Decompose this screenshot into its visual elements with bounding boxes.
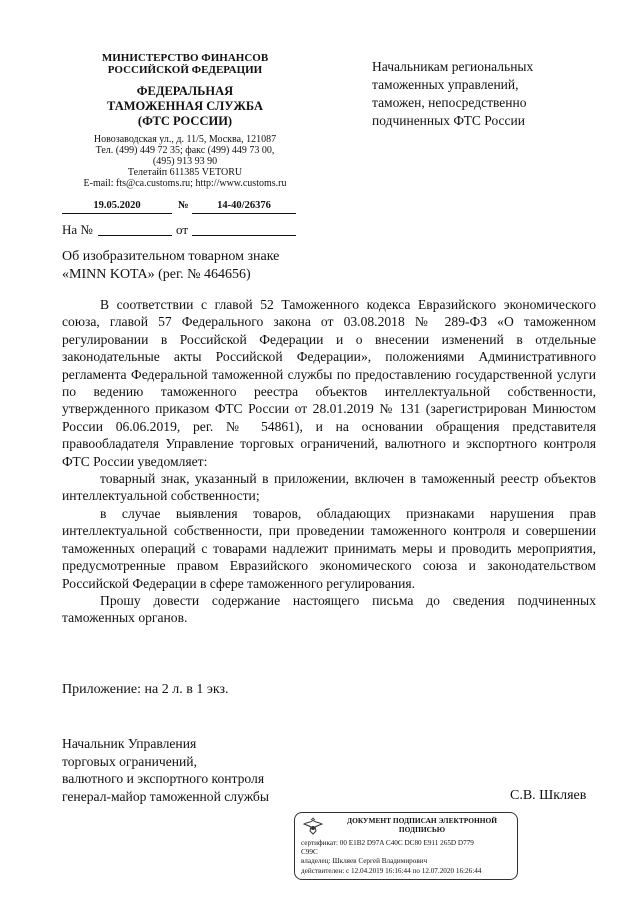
addressee-line-2: таможенных управлений, [372, 77, 519, 92]
body-paragraph-4: Прошу довести содержание настоящего письма до сведения подчиненных таможенных органов. [62, 592, 596, 626]
stamp-owner: владелец: Шкляев Сергей Владимирович [301, 857, 428, 865]
stamp-validity: действителен: с 12.04.2019 16:16:44 по 12.07.2020 16:26:44 [301, 867, 482, 875]
subject-line-2: «MINN KOTA» (рег. № 464656) [62, 267, 251, 282]
contact-phone-2: (495) 913 93 90 [152, 156, 218, 167]
addressee-line-4: подчиненных ФТС России [372, 113, 525, 128]
body-paragraph-1: В соответствии с главой 52 Таможенного кодекса Евразийского экономического союза, главой 57 Федерального закона от 03.08.2018 № 289-ФЗ «О таможенном регулировании в Российской Федерации и о внесении изменений в отдельные законодательные акты Российской Федерации», положениями Административного регламента Федеральной таможенной службы по предоставлению государственной услуги по ведению таможенного реестра объектов интеллектуальной собственности, утвержденного приказом ФТС России от 28.01.2019 № 131 (зарегистрирован Минюстом России 06.06.2019, рег. № 54861), и на основании обращения представителя правообладателя Управление торговых ограничений, валютного и экспортного контроля ФТС России уведомляет: [62, 297, 596, 469]
eagle-emblem-icon [301, 817, 325, 837]
service-line-3: (ФТС РОССИИ) [137, 114, 233, 128]
registration-number: 14-40/26376 [192, 200, 296, 214]
electronic-signature-stamp [294, 812, 518, 880]
stamp-certificate: сертификат: 00 E1B2 D97A C40C DC80 E911 265D D779 [301, 839, 474, 847]
signer-position-line-2: торговых ограничений, [62, 753, 197, 769]
subject [62, 248, 362, 284]
stamp-title-line-2: ПОДПИСЬЮ [398, 824, 446, 834]
registration-date: 19.05.2020 [62, 200, 172, 214]
registration-number-label: № [178, 200, 189, 211]
addressee-line-3: таможен, непосредственно [372, 95, 527, 110]
contact-teletype: Телетайп 611385 VETORU [127, 167, 243, 178]
signer-name: С.В. Шкляев [510, 788, 587, 803]
reference-number-line [98, 222, 172, 236]
body-paragraph-2: товарный знак, указанный в приложении, включен в таможенный реестр объектов интеллектуальной собственности; [62, 471, 596, 504]
service-line-2: ТАМОЖЕННАЯ СЛУЖБА [107, 99, 263, 113]
appendix-note: Приложение: на 2 л. в 1 экз. [62, 682, 229, 697]
stamp-title [331, 817, 513, 834]
signer-position [62, 735, 322, 805]
contact-email: E-mail: fts@ca.customs.ru; http://www.customs.ru [83, 178, 287, 189]
service-line-1: ФЕДЕРАЛЬНАЯ [136, 84, 234, 98]
addressee [372, 58, 622, 130]
ministry-name [40, 52, 330, 76]
signer-position-line-4: генерал-майор таможенной службы [62, 788, 269, 804]
stamp-title-line-1: ДОКУМЕНТ ПОДПИСАН ЭЛЕКТРОННОЙ [347, 816, 497, 825]
signer-position-line-1: Начальник Управления [62, 736, 197, 751]
body-paragraph-3: в случае выявления товаров, обладающих признаками нарушения прав интеллектуальной собственности, при проведении таможенного контроля и совершении таможенных операций с товарами надлежит принимать меры и проводить мероприятия, предусмотренные правом Евразийского экономического союза и законодательством Российской Федерации в сфере таможенного регулирования. [62, 505, 596, 591]
ministry-line-1: МИНИСТЕРСТВО ФИНАНСОВ [101, 52, 269, 64]
reference-label: На № [62, 222, 93, 237]
signer-position-line-3: валютного и экспортного контроля [62, 771, 265, 787]
contact-address: Новозаводская ул., д. 11/5, Москва, 121087 [93, 134, 277, 145]
reference-date-line [192, 222, 296, 236]
reference-from-label: от [176, 222, 189, 237]
ministry-line-2: РОССИЙСКОЙ ФЕДЕРАЦИИ [107, 64, 263, 76]
addressee-line-1: Начальникам региональных [372, 59, 534, 74]
service-name [40, 84, 330, 129]
sender-contacts [40, 134, 330, 189]
subject-line-1: Об изобразительном товарном знаке [62, 249, 280, 264]
stamp-certificate-cont: C99C [301, 848, 318, 856]
letter-body [62, 296, 596, 627]
contact-phone: Тел. (499) 449 72 35; факс (499) 449 73 00, [95, 145, 275, 156]
